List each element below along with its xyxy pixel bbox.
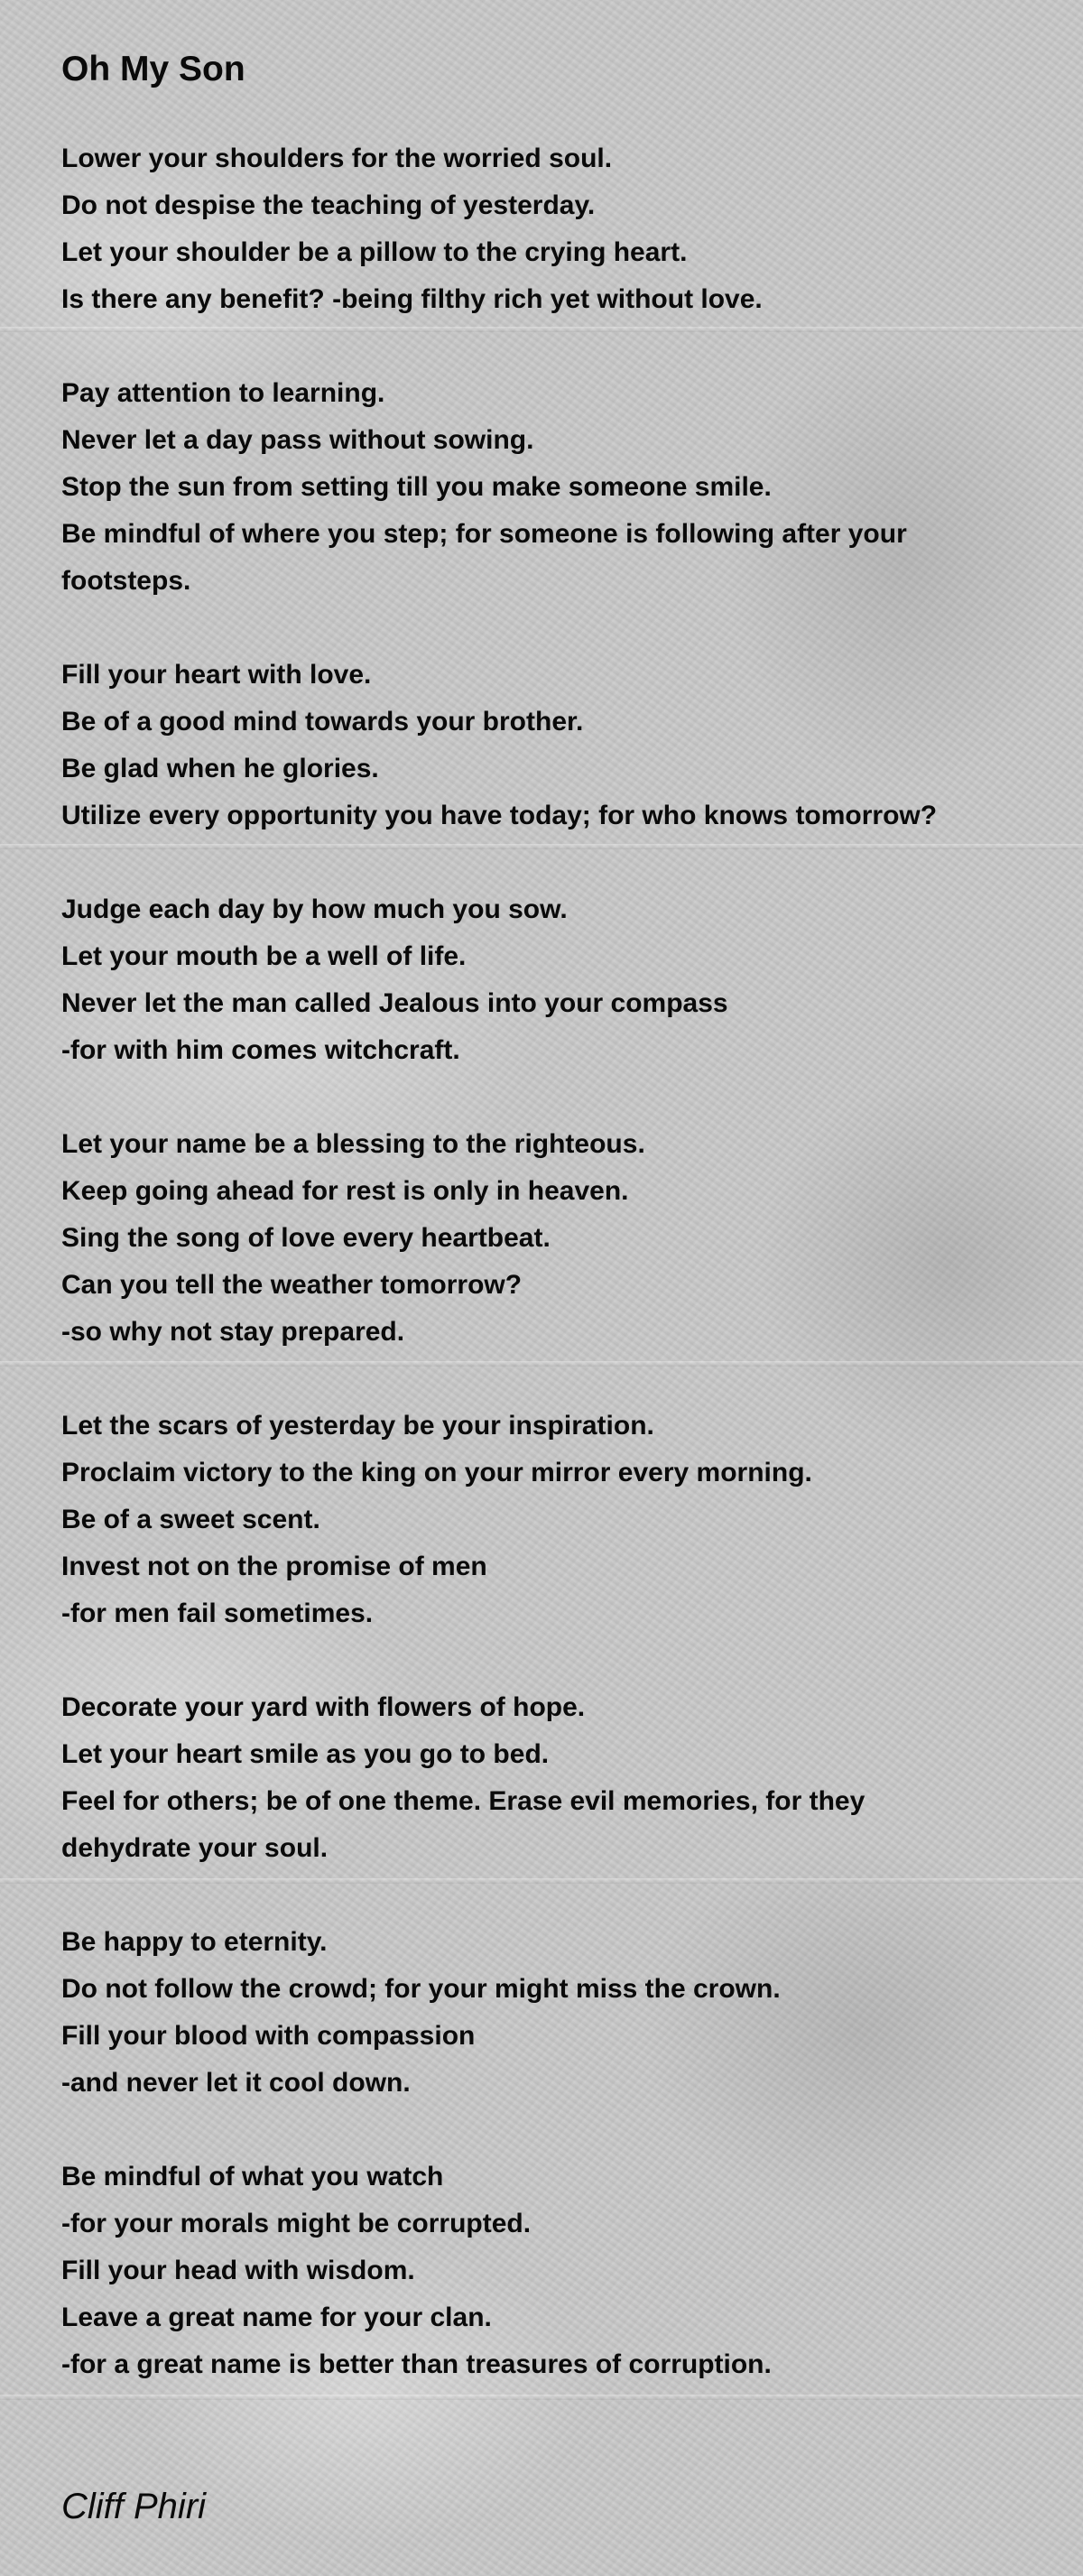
poem-line: Stop the sun from setting till you make someone smile. xyxy=(61,472,772,502)
poem-line: Judge each day by how much you sow. xyxy=(61,894,568,924)
poem-line: -for your morals might be corrupted. xyxy=(61,2209,532,2238)
poem-line: -for with him comes witchcraft. xyxy=(61,1035,460,1065)
poem-line: Fill your heart with love. xyxy=(61,660,372,690)
poem-line: Pay attention to learning. xyxy=(61,378,385,408)
poem-line: -and never let it cool down. xyxy=(61,2068,411,2098)
poem-line: Never let a day pass without sowing. xyxy=(61,425,534,455)
poem-line: Be of a sweet scent. xyxy=(61,1505,320,1534)
poem-line: Fill your head with wisdom. xyxy=(61,2256,415,2285)
stanza-gap xyxy=(61,839,1036,886)
poem-line: Decorate your yard with flowers of hope. xyxy=(61,1692,586,1722)
poem-line: Fill your blood with compassion xyxy=(61,2021,476,2051)
poem-line: Feel for others; be of one theme. Erase evil memories, for they xyxy=(61,1786,865,1816)
poem-line: Utilize every opportunity you have today; for who knows tomorrow? xyxy=(61,801,938,830)
poem-line: -for men fail sometimes. xyxy=(61,1598,374,1628)
poem-line: Sing the song of love every heartbeat. xyxy=(61,1223,551,1253)
poem-line: Do not despise the teaching of yesterday. xyxy=(61,190,596,220)
poem-line: Invest not on the promise of men xyxy=(61,1552,487,1581)
poem-body xyxy=(61,135,1036,2388)
background-band xyxy=(0,2395,1083,2400)
poem-line: Can you tell the weather tomorrow? xyxy=(61,1270,523,1300)
poem-line: Let your mouth be a well of life. xyxy=(61,941,467,971)
poem-line: Never let the man called Jealous into your compass xyxy=(61,988,728,1018)
stanza-gap xyxy=(61,1637,1036,1684)
poem-line: Be mindful of where you step; for someone is following after your xyxy=(61,519,907,549)
stanza-gap xyxy=(61,1356,1036,1403)
poem-line: Proclaim victory to the king on your mirror every morning. xyxy=(61,1458,812,1487)
poem-line: Let your shoulder be a pillow to the crying heart. xyxy=(61,237,688,267)
poem-line: Leave a great name for your clan. xyxy=(61,2303,492,2332)
stanza-gap xyxy=(61,2107,1036,2154)
stanza-gap xyxy=(61,1074,1036,1121)
poem-line: Let the scars of yesterday be your inspiration. xyxy=(61,1411,654,1441)
poem-line: Do not follow the crowd; for your might miss the crown. xyxy=(61,1974,781,2004)
poem-line: Let your heart smile as you go to bed. xyxy=(61,1739,550,1769)
poem-line: -so why not stay prepared. xyxy=(61,1317,405,1347)
poem-line: Be of a good mind towards your brother. xyxy=(61,707,584,737)
stanza-gap xyxy=(61,1872,1036,1919)
stanza-gap xyxy=(61,605,1036,652)
poem-line: dehydrate your soul. xyxy=(61,1833,329,1863)
poem-author: Cliff Phiri xyxy=(61,2487,207,2526)
stanza-gap xyxy=(61,323,1036,370)
poem-title: Oh My Son xyxy=(61,50,245,88)
poem-line: -for a great name is better than treasures of corruption. xyxy=(61,2349,772,2379)
poem-line: Let your name be a blessing to the righteous. xyxy=(61,1129,645,1159)
poem-line: Is there any benefit? -being filthy rich yet without love. xyxy=(61,284,763,314)
poem-line: Be happy to eternity. xyxy=(61,1927,328,1957)
poem-line: footsteps. xyxy=(61,566,191,596)
poem-line: Lower your shoulders for the worried soul. xyxy=(61,144,613,173)
poem-line: Keep going ahead for rest is only in heaven. xyxy=(61,1176,629,1206)
poem-line: Be glad when he glories. xyxy=(61,754,379,783)
poem-line: Be mindful of what you watch xyxy=(61,2162,444,2191)
